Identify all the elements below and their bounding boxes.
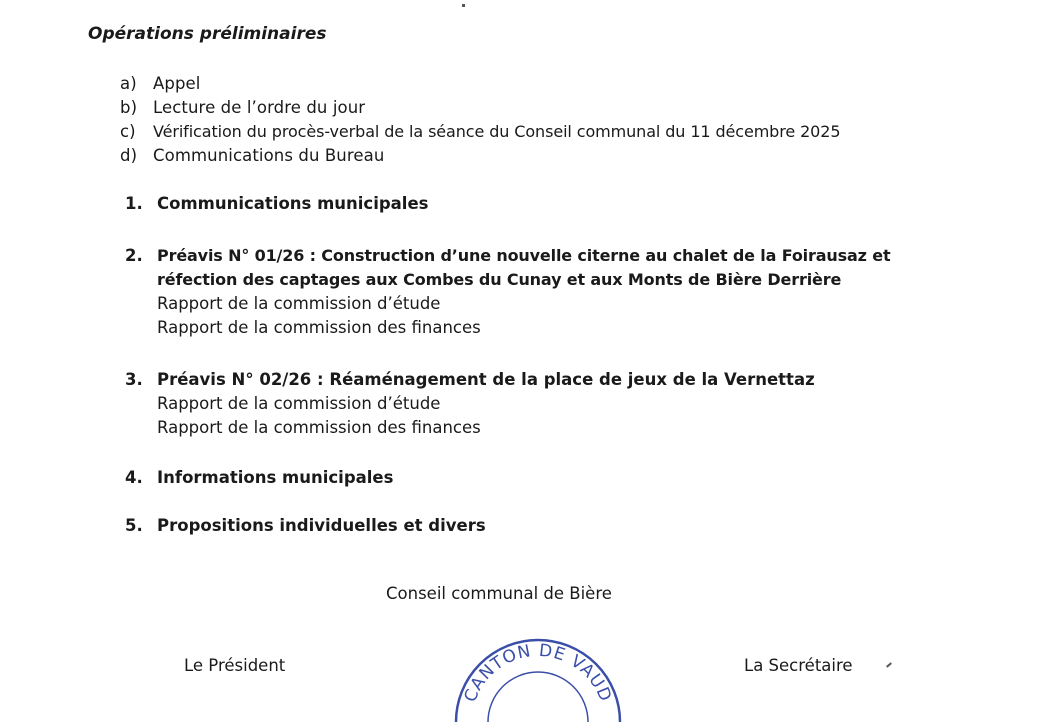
agenda-report: Rapport de la commission d’étude <box>157 294 441 313</box>
svg-text:CANTON DE VAUD <box>461 641 616 705</box>
agenda-number: 5. <box>125 516 143 535</box>
stamp-seal-icon <box>448 632 628 722</box>
agenda-title: Informations municipales <box>157 468 394 487</box>
agenda-title: réfection des captages aux Combes du Cunay et aux Monts de Bière Derrière <box>157 270 842 289</box>
preliminary-list <box>120 72 840 168</box>
preliminary-text: Appel <box>153 74 201 93</box>
agenda-number: 3. <box>125 370 143 389</box>
secretary-signature-label: La Secrétaire <box>744 656 853 675</box>
preliminary-item <box>120 120 840 144</box>
agenda-title: Préavis N° 01/26 : Construction d’une nouvelle citerne au chalet de la Foirausaz et <box>157 246 891 265</box>
stamp-text: CANTON DE VAUD <box>460 640 616 706</box>
official-stamp <box>448 632 628 726</box>
agenda-title: Préavis N° 02/26 : Réaménagement de la place de jeux de la Vernettaz <box>157 370 815 389</box>
preliminary-text: Communications du Bureau <box>153 146 385 165</box>
preliminary-marker: b) <box>120 98 138 117</box>
section-title: Opérations préliminaires <box>88 24 327 44</box>
president-signature-label: Le Président <box>184 656 286 675</box>
scan-speck <box>886 662 892 667</box>
agenda-report: Rapport de la commission d’étude <box>157 394 441 413</box>
preliminary-marker: c) <box>120 122 136 141</box>
preliminary-text: Lecture de l’ordre du jour <box>153 98 366 117</box>
preliminary-text: Vérification du procès-verbal de la séance du Conseil communal du 11 décembre 2025 <box>153 122 841 141</box>
agenda-number: 2. <box>125 246 143 265</box>
agenda-number: 4. <box>125 468 143 487</box>
council-name: Conseil communal de Bière <box>386 584 612 603</box>
preliminary-marker: d) <box>120 146 138 165</box>
agenda-number: 1. <box>125 194 143 213</box>
agenda-title: Communications municipales <box>157 194 429 213</box>
preliminary-item <box>120 72 840 96</box>
agenda-report: Rapport de la commission des finances <box>157 418 481 437</box>
preliminary-item <box>120 96 840 120</box>
agenda-report: Rapport de la commission des finances <box>157 318 481 337</box>
preliminary-marker: a) <box>120 74 137 93</box>
preliminary-item <box>120 144 840 168</box>
scan-speck <box>462 4 465 7</box>
agenda-title: Propositions individuelles et divers <box>157 516 486 535</box>
